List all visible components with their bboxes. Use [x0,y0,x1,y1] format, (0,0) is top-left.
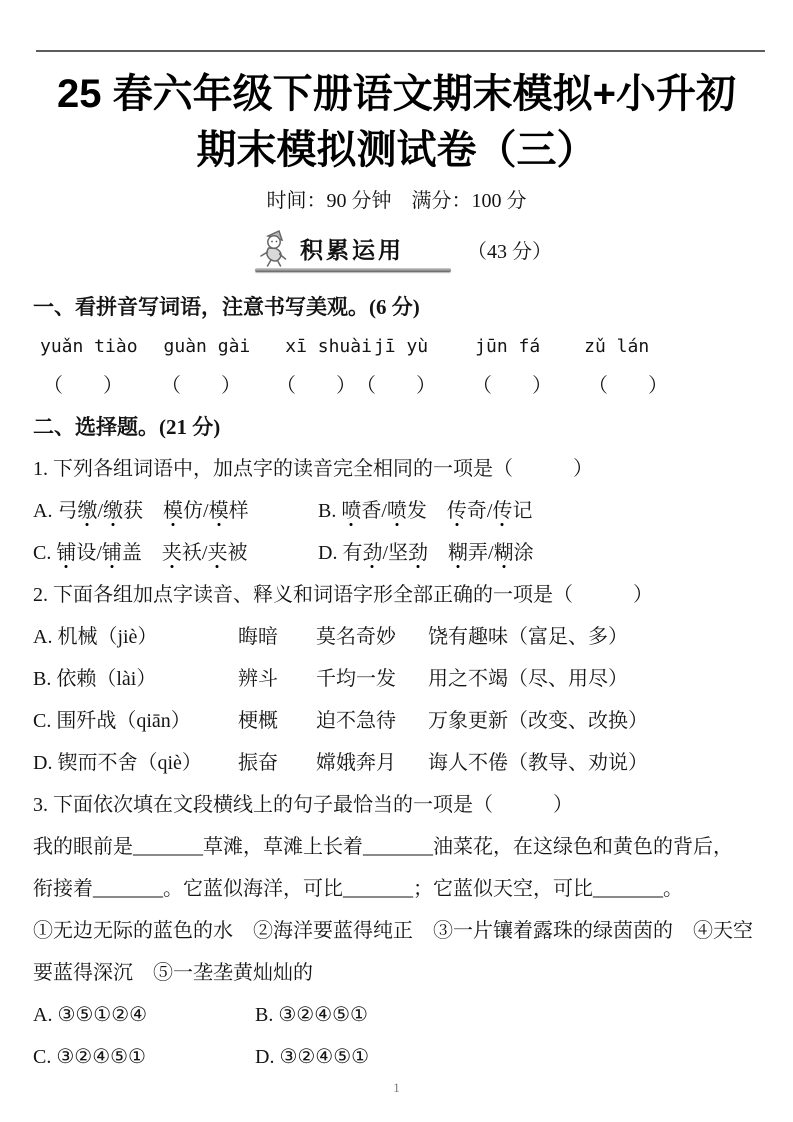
emphasized-char: 传 [446,500,467,522]
answer-blank: （ ） [276,375,356,397]
q3-items-line2: 要蓝得深沉 ⑤一垄垄黄灿灿的 [33,962,313,984]
top-divider [36,50,765,52]
q2-option-b [33,658,760,700]
q2-option-word: 振奋 [238,752,278,774]
q1-stem: 1. 下列各组词语中，加点字的读音完全相同的一项是（ ） [33,458,593,480]
q2-stem: 2. 下面各组加点字读音、释义和词语字形全部正确的一项是（ ） [33,584,653,606]
q2-option-word: 梗概 [238,710,278,732]
q3-option-b: B. ③②④⑤① [255,1004,368,1026]
section-underline [255,268,451,272]
emphasized-char: 喷 [341,500,362,522]
section-banner-head [255,228,404,268]
emphasized-char: 铺 [56,542,77,564]
q2-option-word: 莫名奇妙 [316,626,396,648]
pinyin-word: zǔ lán [584,336,650,357]
q2-option-word: 诲人不倦（教导、劝说） [428,752,648,774]
q1-option-c: C. 铺设/铺盖 夹袄/夹被 [33,542,248,564]
section-title: 积累运用 [300,236,404,263]
pinyin-word: jī yù [373,336,429,357]
q3-passage-line1: 我的眼前是_______草滩，草滩上长着_______油菜花，在这绿色和黄色的背后， [33,836,733,858]
section-score: （43 分） [467,241,552,263]
answer-blank: （ ） [472,375,552,397]
part1-heading: 一、看拼音写词语，注意书写美观。(6 分) [33,295,420,319]
page-number: 1 [393,1080,400,1095]
page-title-line2: 期末模拟测试卷（三） [196,128,597,172]
pinyin-word: yuǎn tiào [40,336,138,357]
emphasized-char: 夹 [161,542,182,564]
q2-option-word: 千均一发 [316,668,396,690]
emphasized-char: 缴 [77,500,98,522]
answer-blank: （ ） [161,375,241,397]
pinyin-word: jūn fá [475,336,541,357]
q2-option-word: A. 机械（jiè） [33,626,158,648]
q2-option-a [33,616,760,658]
q1-options [33,490,760,574]
q3-items-line1: ①无边无际的蓝色的水 ②海洋要蓝得纯正 ③一片镶着露珠的绿茵茵的 ④天空 [33,920,753,942]
pinyin-row [33,328,760,366]
answer-blanks-row [33,366,760,406]
q2-option-d [33,742,760,784]
q3-stem: 3. 下面依次填在文段横线上的句子最恰当的一项是（ ） [33,794,573,816]
emphasized-char: 铺 [101,542,122,564]
emphasized-char: 喷 [386,500,407,522]
q2-option-word: 用之不竭（尽、用尽） [428,668,628,690]
emphasized-char: 糊 [493,542,514,564]
q2-option-word: 万象更新（改变、改换） [428,710,648,732]
q2-option-word: 迫不急待 [316,710,396,732]
emphasized-char: 缴 [103,500,124,522]
q2-option-word: 辨斗 [238,668,278,690]
exam-meta: 时间：90 分钟 满分：100 分 [266,190,527,212]
q2-option-word: 饶有趣味（富足、多） [428,626,628,648]
q2-option-word: 晦暗 [238,626,278,648]
pinyin-word: xī shuài [285,336,372,357]
q3-option-d: D. ③②④⑤① [255,1046,370,1068]
q3-option-c: C. ③②④⑤① [33,1046,146,1068]
q2-option-c [33,700,760,742]
emphasized-char: 传 [492,500,513,522]
q2-option-word: 嫦娥奔月 [316,752,396,774]
answer-blank: （ ） [356,375,436,397]
part2-heading: 二、选择题。(21 分) [33,415,221,439]
mascot-kid-icon [255,228,295,268]
q3-options [33,994,760,1078]
q2-option-word: B. 依赖（lài） [33,668,157,690]
emphasized-char: 劲 [408,542,429,564]
emphasized-char: 糊 [448,542,469,564]
q3-option-a: A. ③⑤①②④ [33,1004,148,1026]
answer-blank: （ ） [588,375,668,397]
emphasized-char: 模 [163,500,184,522]
section-banner [255,228,552,274]
answer-blank: （ ） [43,375,123,397]
emphasized-char: 夹 [207,542,228,564]
emphasized-char: 劲 [362,542,383,564]
q2-option-word: D. 锲而不舍（qiè） [33,752,202,774]
q1-option-a: A. 弓缴/缴获 模仿/模样 [33,500,249,522]
emphasized-char: 模 [208,500,229,522]
q2-option-word: C. 围歼战（qiān） [33,710,191,732]
q1-option-d: D. 有劲/坚劲 糊弄/糊涂 [318,542,534,564]
q1-option-b: B. 喷香/喷发 传奇/传记 [318,500,533,522]
q3-passage-line2: 衔接着_______。它蓝似海洋，可比_______；它蓝似天空，可比_______。 [33,878,683,900]
page-title [33,66,760,178]
pinyin-word: guàn gài [163,336,251,357]
page-title-line1: 25 春六年级下册语文期末模拟+小升初 [57,72,736,116]
